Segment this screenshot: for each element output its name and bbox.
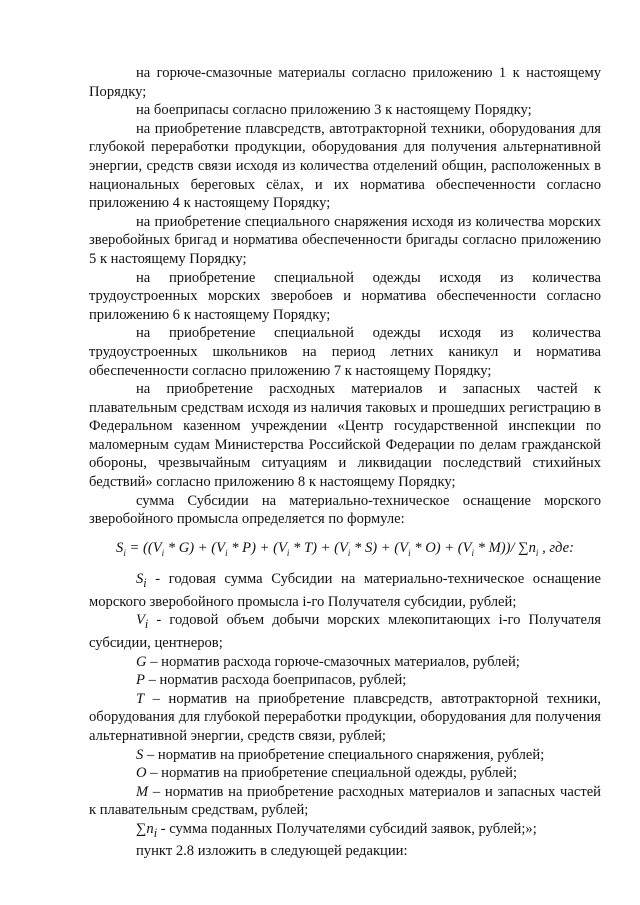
- definition-g: G – норматив расхода горюче-смазочных материалов, рублей;: [136, 653, 520, 670]
- paragraph-ammo: на боеприпасы согласно приложению 3 к настоящему Порядку;: [136, 102, 532, 119]
- definition-p: P – норматив расхода боеприпасов, рублей;: [136, 672, 407, 689]
- closing-paragraph: пункт 2.8 изложить в следующей редакции:: [136, 843, 408, 860]
- paragraph-spare-parts: на приобретение расходных материалов и запасных частей к плавательным средствам исходя из наличия таковых и прошедших регистрацию в Федеральном казенном учреждении «Центр государственной инспекции по маломерным судам Министерства Российской Федерации по делам гражданской обороны, чрезвычайным ситуациям и ликвидации последствий стихийных бедствий» согласно приложению 8 к настоящему Порядку;: [89, 381, 601, 491]
- paragraph-equipment: на приобретение плавсредств, автотракторной техники, оборудования для глубокой переработки продукции, оборудования для получения альтернативной энергии, средств связи исходя из количества отделений общин, расположенных в национальных береговых сёлах, и их норматива обеспеченности согласно приложению 4 к настоящему Порядку;: [89, 120, 601, 212]
- definition-vi: $V_i$ - годовой объем добычи морских млекопитающих i-го Получателя субсидии, центнеров;: [89, 612, 601, 651]
- definition-m: M – норматив на приобретение расходных материалов и запасных частей к плавательным средствам, рублей;: [89, 783, 601, 819]
- paragraph-gear: на приобретение специального снаряжения исходя из количества морских зверобойных бригад и норматива обеспеченности бригады согласно приложению 5 к настоящему Порядку;: [89, 213, 601, 267]
- paragraph-fuel: на горюче-смазочные материалы согласно приложению 1 к настоящему Порядку;: [89, 65, 601, 100]
- subsidy-formula: $S_i = ((V_i * G) + (V_i * P) + (V_i * T) + (V_i * S) + (V_i * O) + (V_i * M))/$ $\sum n_i$ , где:: [116, 539, 574, 558]
- definition-s: S – норматив на приобретение специального снаряжения, рублей;: [136, 746, 545, 763]
- paragraph-clothing-students: на приобретение специальной одежды исходя из количества трудоустроенных школьников на период летних каникул и норматива обеспеченности согласно приложению 7 к настоящему Порядку;: [89, 325, 601, 379]
- definition-o: O – норматив на приобретение специальной одежды, рублей;: [136, 765, 518, 782]
- definition-si: $S_i$ - годовая сумма Субсидии на материально-техническое оснащение морского зверобойного промысла i-го Получателя субсидии, рублей;: [89, 571, 601, 610]
- definition-sum-ni: $\sum n_i$ - сумма поданных Получателями субсидий заявок, рублей;»;: [136, 820, 537, 840]
- paragraph-formula-intro: сумма Субсидии на материально-техническое оснащение морского зверобойного промысла определяется по формуле:: [89, 492, 601, 528]
- definition-t: T – норматив на приобретение плавсредств, автотракторной техники, оборудования для глубокой переработки продукции, оборудования для получения альтернативной энергии, средств связи, рублей;: [89, 690, 601, 744]
- paragraph-clothing-hunters: на приобретение специальной одежды исходя из количества трудоустроенных морских зверобоев и норматива обеспеченности согласно приложению 6 к настоящему Порядку;: [89, 269, 601, 323]
- document-page: [89, 64, 601, 861]
